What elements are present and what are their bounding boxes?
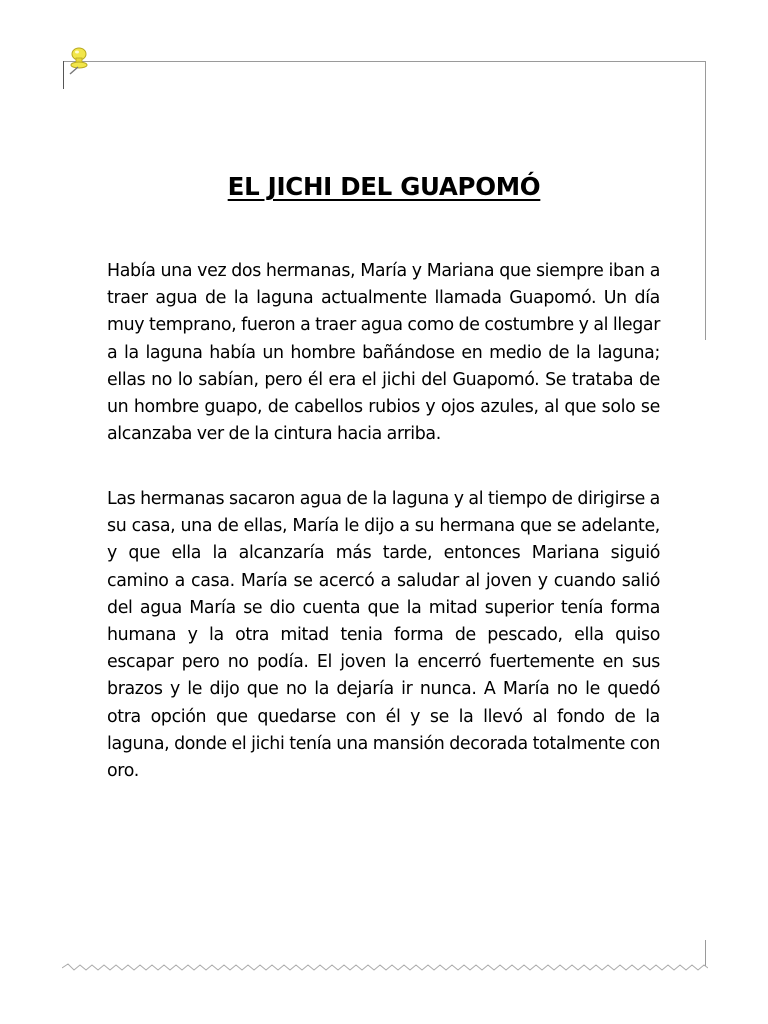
- document-title: EL JICHI DEL GUAPOMÓ: [227, 172, 541, 201]
- pushpin-icon[interactable]: [66, 46, 90, 76]
- page-border-gap: [704, 340, 708, 940]
- page-border-top: [63, 61, 706, 62]
- page-border-left: [63, 61, 64, 89]
- torn-page-edge: [62, 962, 708, 974]
- paragraph-2: Las hermanas sacaron agua de la laguna y al tiempo de dirigirse a su casa, una de ellas, María le dijo a su hermana que se adelante, y que ella la alcanzaría más tarde, entonces Mariana siguió camino a casa. María se acercó a saludar al joven y cuando salió del agua María se dio cuenta que la mitad superior tenía forma humana y la otra mitad tenia forma de pescado, ella quiso escapar pero no podía. El joven la encerró fuertemente en sus brazos y le dijo que no la dejaría ir nunca. A María no le quedó otra opción que quedarse con él y se la llevó al fondo de la laguna, donde el jichi tenía una mansión decorada totalmente con oro.: [107, 489, 660, 782]
- paragraph-1: Había una vez dos hermanas, María y Mariana que siempre iban a traer agua de la laguna actualmente llamada Guapomó. Un día muy temprano, fueron a traer agua como de costumbre y al llegar a la laguna había un hombre bañándose en medio de la laguna; ellas no lo sabían, pero él era el jichi del Guapomó. Se trataba de un hombre guapo, de cabellos rubios y ojos azules, al que solo se alcanzaba ver de la cintura hacia arriba.: [107, 261, 660, 445]
